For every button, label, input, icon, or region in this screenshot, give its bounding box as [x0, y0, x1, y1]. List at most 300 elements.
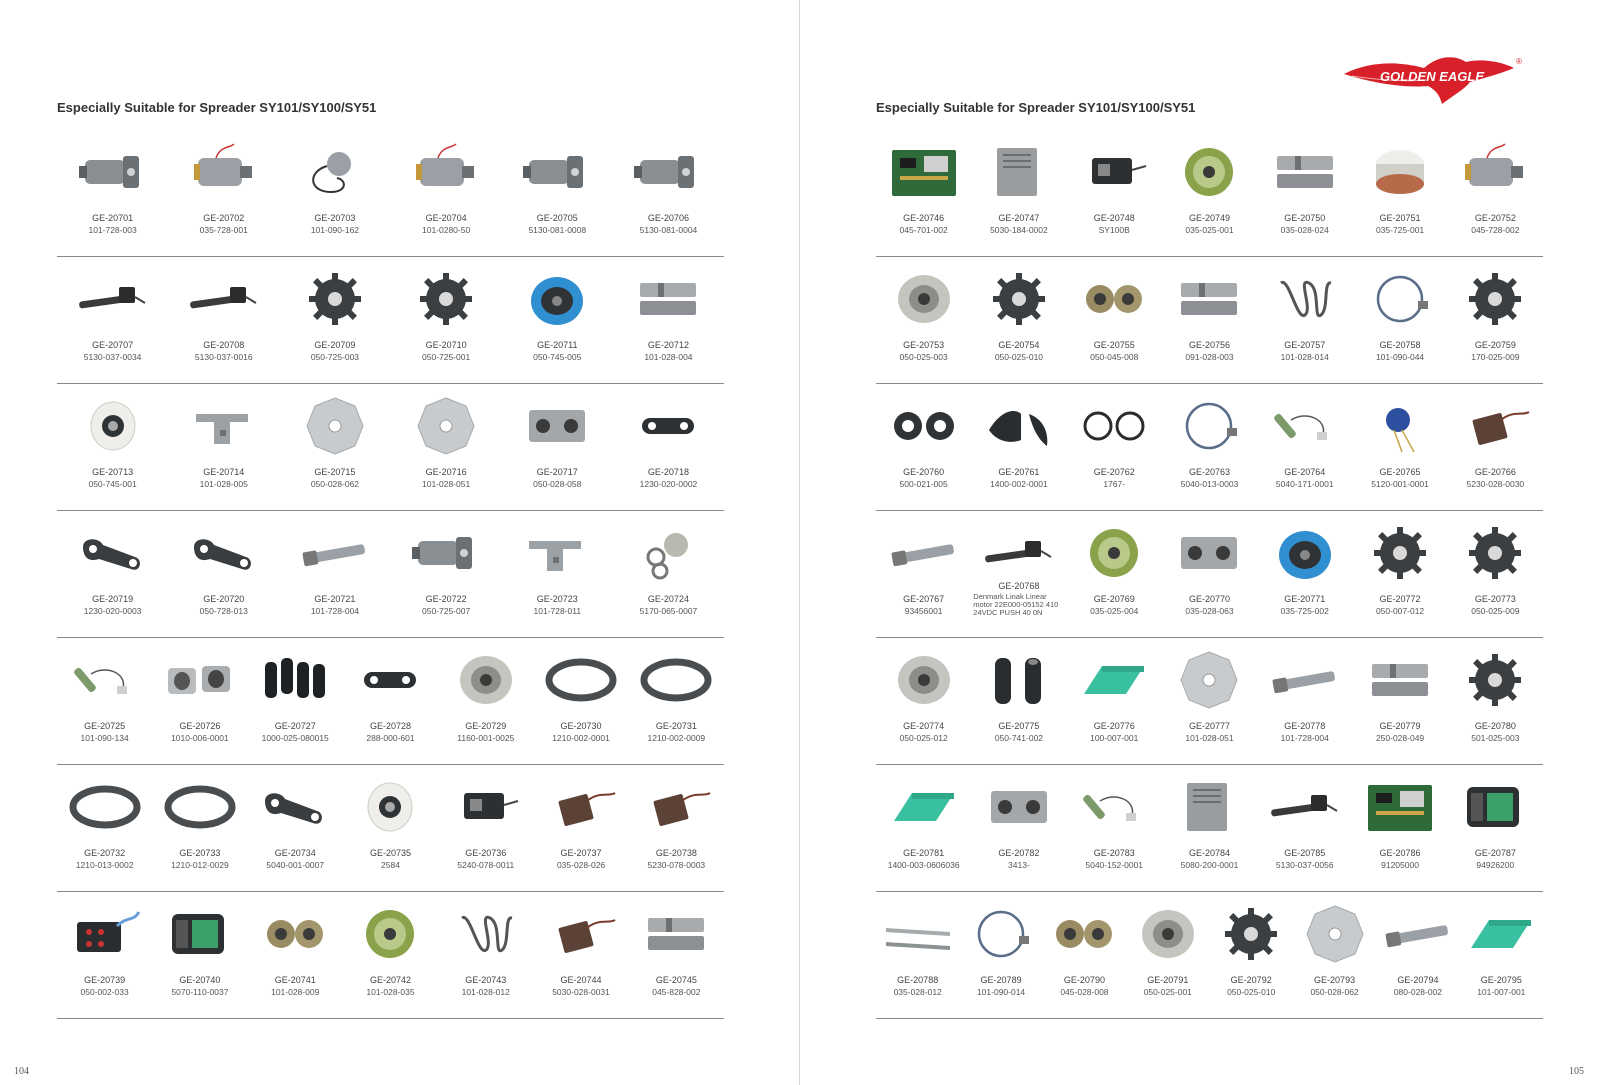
product-code: GE-20785 [1284, 848, 1326, 858]
product-code: GE-20764 [1284, 467, 1326, 477]
part-number: 1000-025-080015 [261, 733, 329, 743]
product-code: GE-20754 [998, 340, 1040, 350]
product-item [629, 638, 724, 764]
guide-icon [1463, 898, 1539, 970]
product-item [1067, 638, 1162, 764]
blade-disc-icon [297, 390, 373, 462]
part-number: 1767- [1103, 479, 1126, 489]
linear-actuator-icon [75, 263, 151, 335]
sprocket-icon [297, 263, 373, 335]
bearing-icon [162, 644, 238, 716]
part-number: 1210-002-0009 [647, 733, 706, 743]
product-item [1162, 765, 1257, 891]
part-number: 050-028-062 [310, 479, 360, 489]
part-number: 1210-012-0029 [171, 860, 229, 870]
product-item [1448, 130, 1543, 256]
page-number: 104 [14, 1066, 29, 1077]
product-row [57, 765, 724, 892]
product-code: GE-20722 [425, 594, 467, 604]
gear-motor-icon [519, 136, 595, 208]
part-number: 1210-013-0002 [75, 860, 134, 870]
part-number: 101-028-051 [1185, 733, 1234, 743]
product-item [876, 511, 971, 637]
part-number: 045-728-002 [1471, 225, 1520, 235]
logo-text: GOLDEN EAGLE [1379, 69, 1485, 84]
product-code: GE-20768 [998, 581, 1040, 591]
part-number: 050-028-062 [1310, 987, 1359, 997]
blue-wheel-icon [519, 263, 595, 335]
part-number: 1230-020-0002 [639, 479, 698, 489]
part-number: 101-028-035 [366, 987, 415, 997]
part-number: 94926200 [1476, 860, 1515, 870]
product-item [248, 765, 343, 891]
product-row [876, 892, 1543, 1019]
dc-motor-icon [186, 136, 262, 208]
part-number: 050-725-007 [421, 606, 471, 616]
sprocket-icon [1362, 517, 1438, 589]
product-item [168, 130, 279, 256]
page-number: 105 [1569, 1066, 1584, 1077]
product-code: GE-20716 [425, 467, 467, 477]
product-code: GE-20787 [1474, 848, 1516, 858]
part-number: 045-701-002 [899, 225, 948, 235]
bracket-icon [186, 390, 262, 462]
part-number: 101-0280-50 [421, 225, 471, 235]
product-item [1293, 892, 1376, 1018]
product-item [152, 892, 247, 1018]
part-number: 5030-184-0002 [990, 225, 1048, 235]
product-item [1162, 130, 1257, 256]
block-icon [630, 263, 706, 335]
belt-icon [67, 771, 143, 843]
product-code: GE-20745 [655, 975, 697, 985]
product-item [613, 511, 724, 637]
product-code: GE-20706 [647, 213, 689, 223]
product-item [391, 384, 502, 510]
sprocket-icon [1457, 644, 1533, 716]
bushing-icon [1076, 263, 1152, 335]
product-item [248, 638, 343, 764]
product-item [1352, 384, 1447, 510]
part-number: 035-028-012 [893, 987, 942, 997]
product-item [168, 384, 279, 510]
dc-motor-icon [408, 136, 484, 208]
part-number: 045-028-008 [1060, 987, 1109, 997]
part-number: 035-025-004 [1090, 606, 1139, 616]
product-item [279, 511, 390, 637]
product-code: GE-20747 [998, 213, 1040, 223]
sprocket-icon [408, 263, 484, 335]
part-number: 101-028-012 [461, 987, 510, 997]
product-code: GE-20782 [998, 848, 1040, 858]
product-code: GE-20735 [369, 848, 411, 858]
product-code: GE-20788 [897, 975, 939, 985]
lever-icon [186, 517, 262, 589]
product-code: GE-20723 [536, 594, 578, 604]
part-number: 050-025-010 [1227, 987, 1276, 997]
product-code: GE-20712 [647, 340, 689, 350]
product-code: GE-20761 [998, 467, 1040, 477]
product-item [1448, 765, 1543, 891]
product-item [1126, 892, 1209, 1018]
product-item [1067, 130, 1162, 256]
potentiometer-icon [630, 517, 706, 589]
product-item [279, 384, 390, 510]
product-code: GE-20744 [560, 975, 602, 985]
product-item [168, 511, 279, 637]
product-item [279, 257, 390, 383]
sprocket-icon [981, 263, 1057, 335]
product-item [971, 765, 1066, 891]
product-item [971, 638, 1066, 764]
product-code: GE-20753 [903, 340, 945, 350]
part-number: 288-000-601 [366, 733, 415, 743]
part-number: 5080-200-0001 [1180, 860, 1239, 870]
product-item [502, 384, 613, 510]
part-number: 1400-003-0606036 [887, 860, 960, 870]
product-item [438, 892, 533, 1018]
product-code: GE-20779 [1379, 721, 1421, 731]
blade-disc-icon [408, 390, 484, 462]
product-item [613, 130, 724, 256]
part-number: 050-728-013 [199, 606, 248, 616]
product-item [1352, 638, 1447, 764]
product-item [533, 892, 628, 1018]
product-code: GE-20710 [425, 340, 467, 350]
product-item [1257, 384, 1352, 510]
product-item [971, 130, 1066, 256]
part-number: 5120-001-0001 [1371, 479, 1429, 489]
product-item [876, 765, 971, 891]
product-item [1067, 384, 1162, 510]
product-code: GE-20780 [1474, 721, 1516, 731]
product-code: GE-20730 [560, 721, 602, 731]
product-item [152, 638, 247, 764]
product-item [57, 765, 152, 891]
cable-motor-icon [297, 136, 373, 208]
product-code: GE-20783 [1093, 848, 1135, 858]
product-item [1162, 384, 1257, 510]
product-item [343, 765, 438, 891]
linear-actuator-icon [981, 517, 1057, 589]
product-item [629, 892, 724, 1018]
part-number: 050-025-009 [1471, 606, 1520, 616]
product-code: GE-20790 [1063, 975, 1105, 985]
part-number: 035-725-002 [1280, 606, 1329, 616]
product-row [57, 892, 724, 1019]
bracket-icon [519, 517, 595, 589]
part-number: 101-728-004 [310, 606, 360, 616]
block-icon [1267, 136, 1343, 208]
chain-link-icon [352, 644, 428, 716]
page-heading: Especially Suitable for Spreader SY101/SY100/SY51 [57, 100, 377, 115]
product-code: GE-20732 [84, 848, 126, 858]
part-number: 101-728-003 [88, 225, 137, 235]
pulley-icon [886, 263, 962, 335]
block-icon [1171, 263, 1247, 335]
product-item [502, 511, 613, 637]
product-item [1352, 257, 1447, 383]
part-number: 050-002-033 [80, 987, 129, 997]
wedge-icon [981, 390, 1057, 462]
product-item [168, 257, 279, 383]
part-number: 101-028-014 [1280, 352, 1329, 362]
part-number: 250-028-049 [1375, 733, 1425, 743]
product-code: GE-20711 [537, 340, 578, 350]
circuit-board-icon [886, 136, 962, 208]
product-item [502, 130, 613, 256]
product-item [502, 257, 613, 383]
product-item [629, 765, 724, 891]
product-item [1448, 384, 1543, 510]
product-code: GE-20718 [647, 467, 689, 477]
product-row [876, 511, 1543, 638]
part-number: 050-725-003 [310, 352, 360, 362]
product-code: GE-20705 [536, 213, 578, 223]
product-code: GE-20739 [84, 975, 126, 985]
linear-actuator-icon [1267, 771, 1343, 843]
shaft-icon [886, 517, 962, 589]
product-row [876, 638, 1543, 765]
product-code: GE-20778 [1284, 721, 1326, 731]
product-code: GE-20765 [1379, 467, 1421, 477]
product-code: GE-20792 [1230, 975, 1272, 985]
pulley-icon [886, 644, 962, 716]
part-number: 101-090-014 [976, 987, 1026, 997]
product-row [57, 384, 724, 511]
product-code: GE-20794 [1397, 975, 1439, 985]
roller-icon [352, 771, 428, 843]
linear-actuator-icon [186, 263, 262, 335]
product-code: GE-20770 [1188, 594, 1230, 604]
power-supply-icon [1171, 771, 1247, 843]
part-number: 3413- [1008, 860, 1030, 870]
product-item [279, 130, 390, 256]
part-number: 93456001 [904, 606, 943, 616]
blade-disc-icon [1297, 898, 1373, 970]
product-row [876, 765, 1543, 892]
blade-disc-icon [1171, 644, 1247, 716]
timing-pulley-icon [352, 898, 428, 970]
product-code: GE-20769 [1093, 594, 1135, 604]
product-item [1162, 511, 1257, 637]
clutch-icon [1362, 136, 1438, 208]
product-code: GE-20767 [903, 594, 945, 604]
part-number: 050-745-005 [533, 352, 582, 362]
product-item [1043, 892, 1126, 1018]
part-number: 035-025-001 [1185, 225, 1234, 235]
part-number: 100-007-001 [1090, 733, 1139, 743]
product-code: GE-20743 [465, 975, 507, 985]
part-number: 050-025-012 [899, 733, 948, 743]
part-number: 5240-078-0011 [457, 860, 515, 870]
product-item [248, 892, 343, 1018]
plate-icon [1171, 517, 1247, 589]
block-icon [1362, 644, 1438, 716]
part-number: 5130-037-0034 [83, 352, 142, 362]
product-item [57, 130, 168, 256]
product-item [876, 384, 971, 510]
product-code: GE-20703 [314, 213, 356, 223]
sensor-icon [67, 644, 143, 716]
part-number: SY100B [1098, 225, 1130, 235]
product-code: GE-20720 [203, 594, 245, 604]
product-code: GE-20701 [92, 213, 134, 223]
ring-icon [886, 390, 962, 462]
product-item [1448, 257, 1543, 383]
part-number: 1400-002-0001 [990, 479, 1048, 489]
part-number: 5130-081-0004 [639, 225, 698, 235]
product-row [876, 130, 1543, 257]
product-code: GE-20740 [179, 975, 221, 985]
part-number: 101-728-011 [533, 606, 582, 616]
product-code: GE-20748 [1093, 213, 1135, 223]
product-row [57, 511, 724, 638]
product-code: GE-20715 [314, 467, 356, 477]
roller-icon [75, 390, 151, 462]
product-item [1352, 765, 1447, 891]
golden-eagle-logo [1342, 52, 1522, 108]
part-number: 5130-037-0056 [1275, 860, 1334, 870]
part-number: 050-025-001 [1143, 987, 1192, 997]
product-item [1257, 638, 1352, 764]
blade-icon [880, 898, 956, 970]
product-item [971, 384, 1066, 510]
product-item [876, 638, 971, 764]
product-code: GE-20725 [84, 721, 126, 731]
product-code: GE-20777 [1188, 721, 1230, 731]
product-code: GE-20793 [1314, 975, 1356, 985]
product-item [391, 130, 502, 256]
gear-motor-icon [75, 136, 151, 208]
part-number: 050-741-002 [994, 733, 1044, 743]
cable-icon [1171, 390, 1247, 462]
product-code: GE-20784 [1188, 848, 1230, 858]
product-code: GE-20763 [1188, 467, 1230, 477]
product-code: GE-20708 [203, 340, 245, 350]
product-code: GE-20704 [425, 213, 467, 223]
product-item [971, 257, 1066, 383]
part-number: 1160-001-0025 [457, 733, 515, 743]
keypad-icon [67, 898, 143, 970]
product-item [971, 511, 1066, 637]
product-code: GE-20721 [314, 594, 356, 604]
product-item [343, 638, 438, 764]
product-row [57, 638, 724, 765]
product-code: GE-20726 [179, 721, 221, 731]
product-item [57, 257, 168, 383]
part-number: 050-725-001 [421, 352, 471, 362]
plate-icon [981, 771, 1057, 843]
product-item [1067, 765, 1162, 891]
guide-icon [1076, 644, 1152, 716]
product-code: GE-20746 [903, 213, 945, 223]
product-item [533, 638, 628, 764]
product-code: GE-20789 [980, 975, 1022, 985]
product-item [1352, 511, 1447, 637]
sensor-icon [1076, 771, 1152, 843]
product-row [57, 257, 724, 384]
product-code: GE-20724 [647, 594, 689, 604]
product-code: GE-20756 [1188, 340, 1230, 350]
part-number: 1230-020-0003 [83, 606, 142, 616]
sensor-icon [1267, 390, 1343, 462]
part-number: 5040-013-0003 [1180, 479, 1239, 489]
product-code: GE-20771 [1284, 594, 1326, 604]
product-item [959, 892, 1042, 1018]
part-number: 035-725-001 [1375, 225, 1425, 235]
part-number: 500-021-005 [899, 479, 948, 489]
timing-pulley-icon [1076, 517, 1152, 589]
product-code: GE-20751 [1379, 213, 1421, 223]
part-number: 101-090-134 [80, 733, 129, 743]
carbon-brush-icon [1457, 390, 1533, 462]
product-row [876, 257, 1543, 384]
part-number: 080-028-002 [1393, 987, 1443, 997]
part-number: 050-028-058 [533, 479, 582, 489]
part-number: 2584 [381, 860, 400, 870]
product-code: GE-20795 [1480, 975, 1522, 985]
part-number: 035-728-001 [199, 225, 248, 235]
part-number: 050-745-001 [88, 479, 137, 489]
product-code: GE-20759 [1474, 340, 1516, 350]
product-code: GE-20762 [1093, 467, 1135, 477]
product-code: GE-20719 [92, 594, 134, 604]
product-code: GE-20774 [903, 721, 945, 731]
cable-icon [963, 898, 1039, 970]
bellows-icon [257, 644, 333, 716]
product-item [1210, 892, 1293, 1018]
product-item [613, 257, 724, 383]
product-item [391, 257, 502, 383]
drive-unit-icon [162, 898, 238, 970]
product-item [533, 765, 628, 891]
belt-icon [162, 771, 238, 843]
part-number: 5130-037-0016 [194, 352, 253, 362]
spring-icon [1267, 263, 1343, 335]
timing-pulley-icon [1171, 136, 1247, 208]
part-number: 101-007-001 [1477, 987, 1526, 997]
part-number: 101-728-004 [1280, 733, 1329, 743]
product-code: GE-20760 [903, 467, 945, 477]
part-number: 5230-028-0030 [1466, 479, 1525, 489]
part-number: 050-007-012 [1375, 606, 1425, 616]
part-number: 091-028-003 [1185, 352, 1234, 362]
shaft-icon [1267, 644, 1343, 716]
product-code: GE-20729 [465, 721, 507, 731]
block-icon [638, 898, 714, 970]
product-item [1067, 511, 1162, 637]
product-code: GE-20776 [1093, 721, 1135, 731]
part-number: 101-028-009 [271, 987, 320, 997]
product-item [1460, 892, 1543, 1018]
part-number: 5130-081-0008 [528, 225, 587, 235]
part-number: 050-025-003 [899, 352, 948, 362]
carbon-brush-icon [543, 898, 619, 970]
dc-motor-icon [1457, 136, 1533, 208]
product-code: GE-20714 [203, 467, 245, 477]
product-item [1448, 638, 1543, 764]
pulley-icon [1130, 898, 1206, 970]
product-code: GE-20713 [92, 467, 134, 477]
product-code: GE-20728 [369, 721, 411, 731]
product-code: GE-20775 [998, 721, 1040, 731]
part-number: 035-028-063 [1185, 606, 1234, 616]
part-number: 5170-065-0007 [639, 606, 698, 616]
power-supply-icon [981, 136, 1057, 208]
part-number: 045-828-002 [652, 987, 701, 997]
lever-icon [257, 771, 333, 843]
